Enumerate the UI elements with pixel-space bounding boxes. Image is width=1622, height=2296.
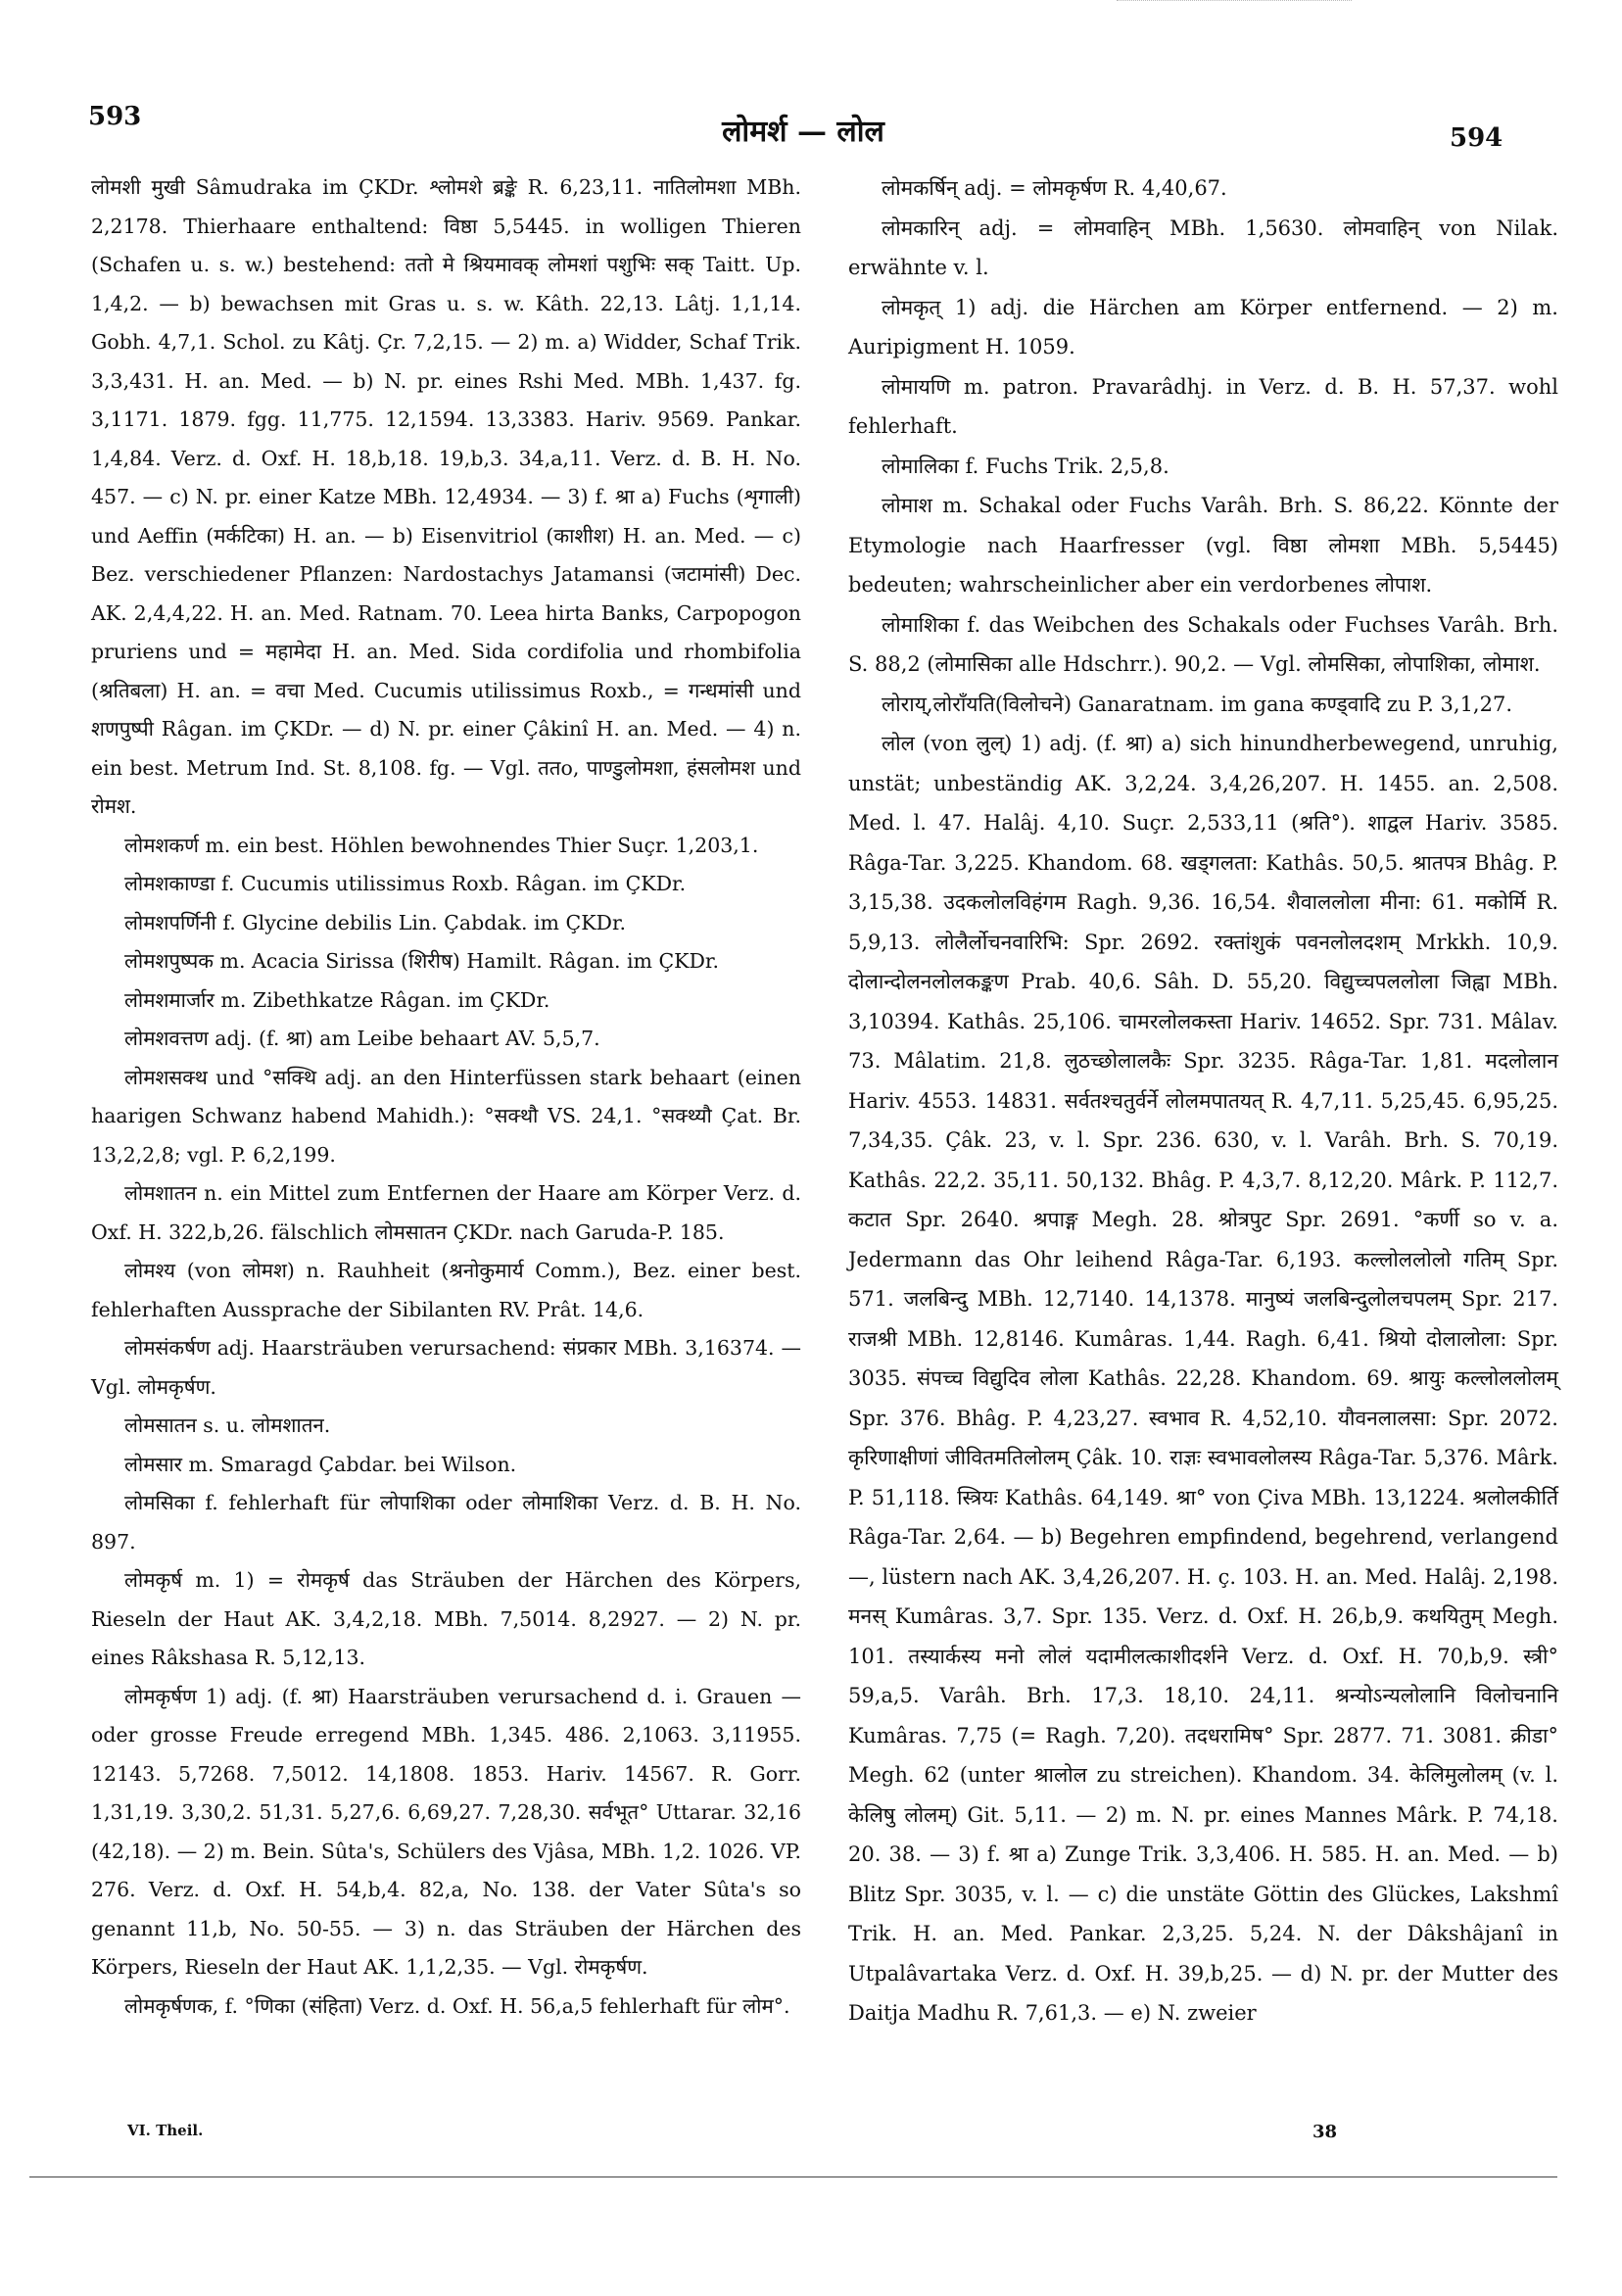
dictionary-entry: लोमसातन s. u. लोमशातन. (124, 1413, 331, 1437)
dictionary-entry: लोमकर्षिन् adj. = लोमकृर्षण R. 4,40,67. (882, 176, 1227, 200)
dictionary-entry: लोमशी मुखी Sâmudraka im ÇKDr. श्लोमशे ब्रङ्के R. 6,23,11. नातिलोमशा MBh. 2,2178. Thierhaare enthaltend: विष्ठा 5,5445. in wolligen Thieren (Schafen u. s. w.) bestehend: ततो मे श्रियमावक् लोमशां पशुभिः सक् Taitt. Up. 1,4,2. — b) bewachsen mit Gras u. s. w. Kâth. 22,13. Lâtj. 1,1,14. Gobh. 4,7,1. Schol. zu Kâtj. Çr. 7,2,15. — 2) m. a) Widder, Schaf Trik. 3,3,431. H. an. Med. — b) N. pr. eines Rshi Med. MBh. 1,437. fg. 3,1171. 1879. fgg. 11,775. 12,1594. 13,3383. Hariv. 9569. Pankar. 1,4,84. Verz. d. Oxf. H. 18,b,18. 19,b,3. 34,a,11. Verz. d. B. H. No. 457. — c) N. pr. einer Katze MBh. 12,4934. — 3) f. श्रा a) Fuchs (शृगाली) und Aeffin (मर्कटिका) H. an. — b) Eisenvitriol (काशीश) H. an. Med. — c) Bez. verschiedener Pflanzen: Nardostachys Jatamansi (जटामांसी) Dec. AK. 2,4,4,22. H. an. Med. Ratnam. 70. Leea hirta Banks, Carpopogon pruriens und = महामेदा H. an. Med. Sida cordifolia und rhombifolia (श्रतिबला) H. an. = वचा Med. Cucumis utilissimus Roxb., = गन्धमांसी und शणपुष्पी Râgan. im ÇKDr. — d) N. pr. einer Çâkinî H. an. Med. — 4) n. ein best. Metrum Ind. St. 8,108. fg. — Vgl. ततo, पाण्डुलोमशा, हंसलोमश und रोमश. (91, 175, 801, 818)
right-page-number: 594 (1450, 123, 1503, 153)
dictionary-entry: लोमशकर्ण m. ein best. Höhlen bewohnendes Thier Suçr. 1,203,1. (124, 833, 759, 857)
dictionary-entry: लोमकृर्षण 1) adj. (f. श्रा) Haarsträuben verursachend d. i. Grauen — oder grosse Freude erregend MBh. 1,345. 486. 2,1063. 3,11955. 12143. 5,7268. 7,5012. 14,1808. 1853. Hariv. 14567. R. Gorr. 1,31,19. 3,30,2. 51,31. 5,27,6. 6,69,27. 7,28,30. सर्वभूत° Uttarar. 32,16 (42,18). — 2) m. Bein. Sûta's, Schülers des Vjâsa, MBh. 1,2. 1026. VP. 276. Verz. d. Oxf. H. 54,b,4. 82,a, No. 138. der Vater Sûta's so genannt 11,b, No. 50-55. — 3) n. das Sträuben der Härchen des Körpers, Rieseln der Haut AK. 1,1,2,35. — Vgl. रोमकृर्षण. (91, 1684, 801, 1979)
right-column (848, 168, 1558, 2033)
dictionary-entry: लोमालिका f. Fuchs Trik. 2,5,8. (882, 454, 1169, 478)
dictionary-entry: लोमशातन n. ein Mittel zum Entfernen der Haare am Körper Verz. d. Oxf. H. 322,b,26. fälschlich लोमसातन ÇKDr. nach Garuda-P. 185. (91, 1181, 801, 1244)
dictionary-entry: लोमसार m. Smaragd Çabdar. bei Wilson. (124, 1452, 517, 1476)
dictionary-entry: लोमशवत्तण adj. (f. श्रा) am Leibe behaart AV. 5,5,7. (124, 1027, 600, 1050)
dictionary-entry: लोमसिका f. fehlerhaft für लोपाशिका oder लोमाशिका Verz. d. B. H. No. 897. (91, 1491, 801, 1554)
dictionary-entry: लोल (von लुल्) 1) adj. (f. श्रा) a) sich hinundherbewegend, unruhig, unstät; unbeständig AK. 3,2,24. 3,4,26,207. H. 1455. an. 2,508. Med. l. 47. Halâj. 4,10. Suçr. 2,533,11 (श्रति°). शाद्वल Hariv. 3585. Râga-Tar. 3,225. Khandom. 68. खड्गलता: Kathâs. 50,5. श्रातपत्र Bhâg. P. 3,15,38. उदकलोलविहंगम Ragh. 9,36. 16,54. शैवाललोला मीना: 61. मकोर्मि R. 5,9,13. लोलैर्लोचनवारिभि: Spr. 2692. रक्तांशुकं पवनलोलदशम् Mrkkh. 10,9. दोलान्दोलनलोलकङ्कण Prab. 40,6. Sâh. D. 55,20. विद्युच्चपललोला जिह्वा MBh. 3,10394. Kathâs. 25,106. चामरलोलकस्ता Hariv. 14652. Spr. 731. Mâlav. 73. Mâlatim. 21,8. लुठच्छोलालकैः Spr. 3235. Râga-Tar. 1,81. मदलोलान Hariv. 4553. 14831. सर्वतश्चतुर्वर्ने लोलमपातयत् R. 4,7,11. 5,25,45. 6,95,25. 7,34,35. Çâk. 23, v. l. Spr. 236. 630, v. l. Varâh. Brh. S. 70,19. Kathâs. 22,2. 35,11. 50,132. Bhâg. P. 4,3,7. 8,12,20. Mârk. P. 112,7. कटात Spr. 2640. श्रपाङ्ग Megh. 28. श्रोत्रपुट Spr. 2691. °कर्णी so v. a. Jedermann das Ohr leihend Râga-Tar. 6,193. कल्लोललोलो गतिम् Spr. 571. जलबिन्दु MBh. 12,7140. 14,1378. मानुष्यं जलबिन्दुलोलचपलम् Spr. 217. राजश्री MBh. 12,8146. Kumâras. 1,44. Ragh. 6,41. श्रियो दोलालोला: Spr. 3035. संपच्च विद्युदिव लोला Kathâs. 22,28. Khandom. 69. श्रायुः कल्लोललोलम् Spr. 376. Bhâg. P. 4,23,27. स्वभाव R. 4,52,10. यौवनलालसा: Spr. 2072. कृरिणाक्षीणां जीवितमतिलोलम् Çâk. 10. राज्ञः स्वभावलोलस्य Râga-Tar. 5,376. Mârk. P. 51,118. स्त्रियः Kathâs. 64,149. श्रा° von Çiva MBh. 13,1224. श्रलोलकीर्ति Râga-Tar. 2,64. — b) Begehren empfindend, begehrend, verlangend —, lüstern nach AK. 3,4,26,207. H. ç. 103. H. an. Med. Halâj. 2,198. मनस् Kumâras. 3,7. Spr. 135. Verz. d. Oxf. H. 26,b,9. कथयितुम् Megh. 101. तस्यार्कस्य मनो लोलं यदामीलत्काशीदर्शने Verz. d. Oxf. H. 70,b,9. स्त्री° 59,a,5. Varâh. Brh. 17,3. 18,10. 24,11. श्रन्योऽन्यलोलानि विलोचनानि Kumâras. 7,75 (= Ragh. 7,20). तदधरामिष° Spr. 2877. 71. 3081. क्रीडा° Megh. 62 (unter श्रालोल zu streichen). Khandom. 34. केलिमुलोलम् (v. l. केलिषु लोलम्) Git. 5,11. — 2) m. N. pr. eines Mannes Mârk. P. 74,18. 20. 38. — 3) f. श्रा a) Zunge Trik. 3,3,406. H. 585. H. an. Med. — b) Blitz Spr. 3035, v. l. — c) die unstäte Göttin des Glückes, Lakshmî Trik. H. an. Med. Pankar. 2,3,25. 5,24. N. der Dâkshâjanî in Utpalâvartaka Verz. d. Oxf. H. 39,b,25. — d) N. pr. der Mutter des Daitja Madhu R. 7,61,3. — e) N. zweier (848, 732, 1558, 2025)
left-column (91, 168, 801, 2026)
dictionary-entry: लोमकृत् 1) adj. die Härchen am Körper entfernend. — 2) m. Auripigment H. 1059. (848, 295, 1558, 359)
signature-mark: VI. Theil. (127, 2122, 204, 2139)
bottom-rule (29, 2176, 1557, 2177)
left-page-number: 593 (88, 102, 142, 131)
dictionary-entry: लोमशपुष्पक m. Acacia Sirissa (शिरीष) Hamilt. Râgan. im ÇKDr. (124, 949, 719, 973)
dictionary-entry: लोमाशिका f. das Weibchen des Schakals oder Fuchses Varâh. Brh. S. 88,2 (लोमासिका alle Hdschrr.). 90,2. — Vgl. लोमसिका, लोपाशिका, लोमाश. (848, 612, 1558, 676)
sheet-number: 38 (1312, 2122, 1338, 2142)
dictionary-entry: लोमायणि m. patron. Pravarâdhj. in Verz. d. B. H. 57,37. wohl fehlerhaft. (848, 374, 1558, 438)
dictionary-entry: लोमाश m. Schakal oder Fuchs Varâh. Brh. S. 86,22. Könnte der Etymologie nach Haarfresser (vgl. विष्ठा लोमशा MBh. 5,5445) bedeuten; wahrscheinlicher aber ein verdorbenes लोपाश. (848, 494, 1558, 597)
dictionary-entry: लोमशपर्णिनी f. Glycine debilis Lin. Çabdak. im ÇKDr. (124, 910, 627, 934)
dictionary-entry: लोमसंकर्षण adj. Haarsträuben verursachend: संप्रकार MBh. 3,16374. — Vgl. लोमकृर्षण. (91, 1336, 801, 1399)
running-header-title: लोमर्श — लोल (722, 115, 884, 149)
dictionary-entry: लोमशसक्थ und °सक्थि adj. an den Hinterfüssen stark behaart (einen haarigen Schwanz habend Mahidh.): °सक्थौ VS. 24,1. °सक्थ्यौ Çat. Br. 13,2,2,8; vgl. P. 6,2,199. (91, 1065, 801, 1167)
dictionary-entry: लोमकृर्ष m. 1) = रोमकृर्ष das Sträuben der Härchen des Körpers, Rieseln der Haut AK. 3,4,2,18. MBh. 7,5014. 8,2927. — 2) N. pr. eines Râkshasa R. 5,12,13. (91, 1568, 801, 1669)
dictionary-entry: लोमकारिन् adj. = लोमवाहिन् MBh. 1,5630. लोमवाहिन् von Nilak. erwähnte v. l. (848, 215, 1558, 279)
scan-artifact (1117, 0, 1352, 9)
dictionary-entry: लोमशकाण्डा f. Cucumis utilissimus Roxb. Râgan. im ÇKDr. (124, 872, 687, 895)
dictionary-entry: लोमश्य (von लोमश) n. Rauhheit (श्रनोकुमार्य Comm.), Bez. einer best. fehlerhaften Aussprache der Sibilanten RV. Prât. 14,6. (91, 1259, 801, 1321)
dictionary-entry: लोमकृर्षणक, f. °णिका (संहिता) Verz. d. Oxf. H. 56,a,5 fehlerhaft für लोम°. (124, 1993, 790, 2018)
dictionary-entry: लोराय्,लोराँयति(विलोचने) Ganaratnam. im gana कण्ड्वादि zu P. 3,1,27. (882, 692, 1513, 716)
dictionary-entry: लोमशमार्जार m. Zibethkatze Râgan. im ÇKDr. (124, 987, 550, 1012)
